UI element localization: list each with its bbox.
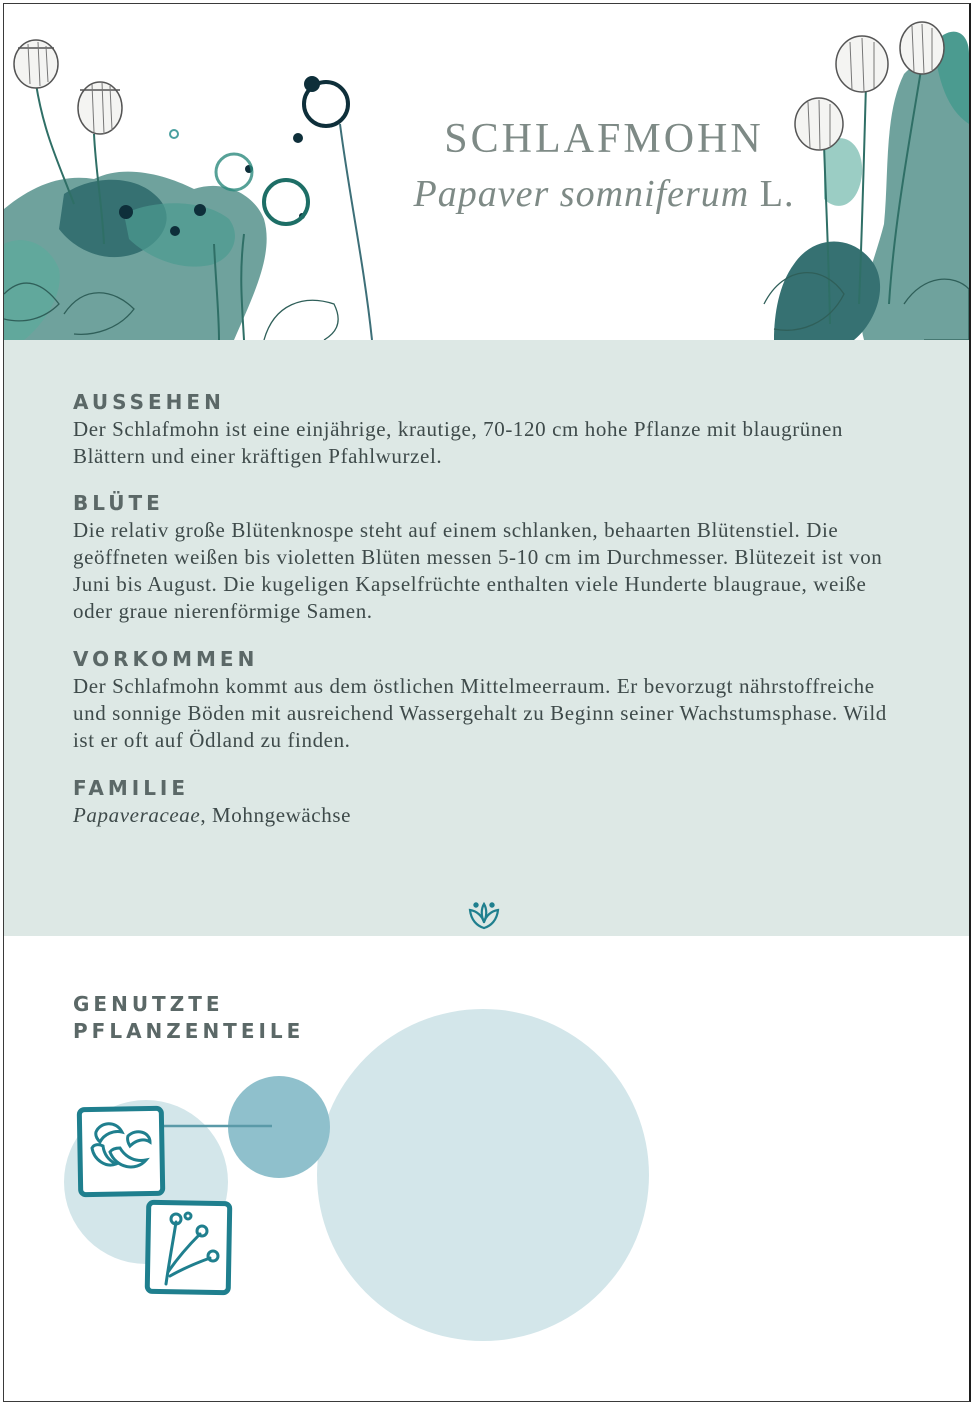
used-parts-heading-line1: GENUTZTE (73, 992, 224, 1016)
family-separator: , (200, 803, 213, 827)
section-text: Der Schlafmohn ist eine einjährige, krautige, 70-120 cm hohe Pflanze mit blaugrünen Blättern und einer kräftigen Pfahlwurzel. (73, 417, 844, 468)
section-text: Der Schlafmohn kommt aus dem östlichen Mittelmeerraum. Er bevorzugt nährstoffreiche und sonnige Böden mit ausreichend Wassergehalt zu Beginn seiner Wachstumsphase. Wild ist er oft auf Ödland zu finden. (73, 674, 887, 752)
family-common: Mohngewächse (212, 803, 352, 827)
latin-author: L. (759, 173, 795, 216)
section-occurrence (73, 647, 903, 754)
section-flower (73, 491, 903, 625)
used-parts-heading (73, 991, 304, 1045)
header-illustration (4, 4, 969, 340)
used-parts-section (4, 936, 969, 1401)
section-heading: BLÜTE (73, 491, 164, 515)
plant-profile-page (3, 3, 971, 1402)
latin-genus-species: Papaver somniferum (413, 173, 750, 216)
used-parts-heading-line2: PFLANZENTEILE (73, 1019, 305, 1043)
title-block (384, 116, 824, 216)
section-appearance (73, 390, 903, 470)
flower-stem-icon (147, 1202, 230, 1292)
section-heading: VORKOMMEN (73, 647, 259, 671)
section-heading: FAMILIE (73, 776, 190, 800)
leaf-logo-icon (467, 900, 501, 932)
section-heading: AUSSEHEN (73, 390, 225, 414)
description-band (4, 340, 969, 936)
family-latin: Papaveraceae (73, 803, 201, 827)
section-family (73, 776, 903, 829)
common-name: SCHLAFMOHN (444, 116, 764, 162)
section-text: Die relativ große Blütenknospe steht auf einem schlanken, behaarten Blütenstiel. Die geöffneten weißen bis violetten Blüten messen 5-10 cm im Durchmesser. Blütezeit ist von Juni bis August. Die kugeligen Kapselfrüchte enthalten viele Hunderte blaugraue, weiße oder graue nierenförmige Samen. (73, 518, 883, 623)
latin-name (384, 172, 824, 216)
family-text (73, 802, 903, 829)
seeds-icon (79, 1108, 162, 1194)
large-circle (317, 1009, 649, 1341)
